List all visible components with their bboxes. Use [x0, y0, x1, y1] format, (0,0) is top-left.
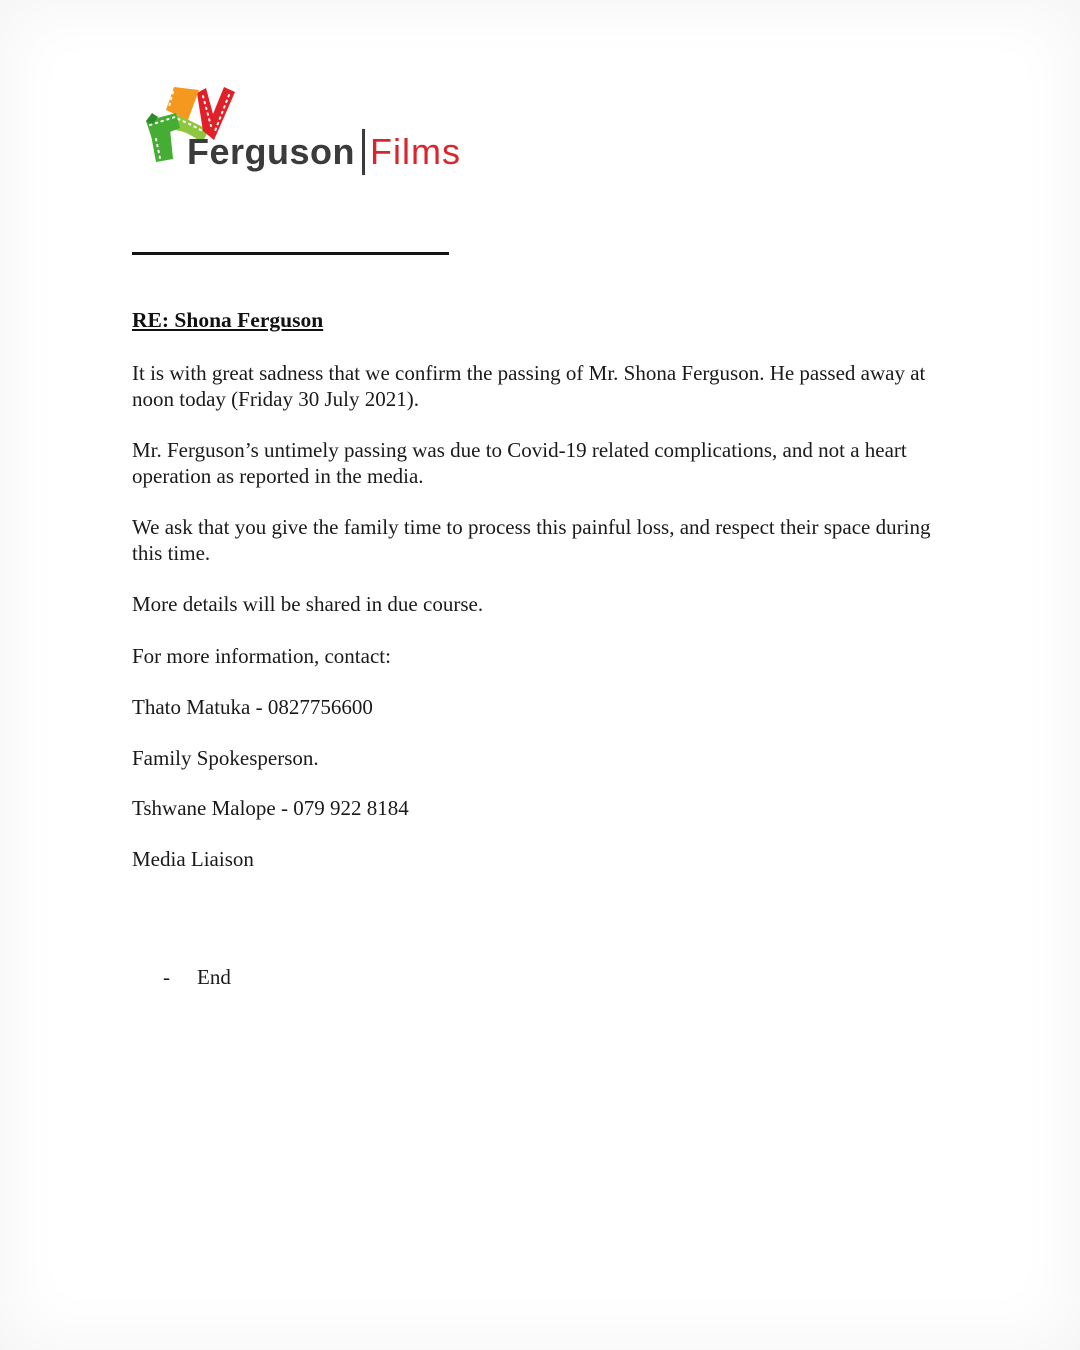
- contact-name-phone: Tshwane Malope - 079 922 8184: [132, 796, 409, 820]
- signature-line: [132, 252, 449, 255]
- paragraph-contact-intro: For more information, contact:: [132, 643, 391, 668]
- logo-brand-text: Ferguson: [187, 131, 356, 172]
- paragraph-cause-of-death: Mr. Ferguson’s untimely passing was due to Covid-19 related complications, and not a heart operation as reported in the media.: [132, 438, 907, 488]
- ferguson-films-wordmark: [187, 129, 461, 175]
- letter-body: [132, 300, 952, 990]
- end-marker-dash: -: [163, 965, 170, 989]
- paragraph-family-request: We ask that you give the family time to process this painful loss, and respect their space during this time.: [132, 515, 931, 565]
- paragraph-more-details: More details will be shared in due course.: [132, 592, 484, 616]
- end-marker: [132, 965, 952, 990]
- contact-role-media-liaison: Media Liaison: [132, 846, 254, 871]
- logo-separator-bar: [362, 129, 365, 175]
- paragraph-passing-announcement: It is with great sadness that we confirm the passing of Mr. Shona Ferguson. He passed away at noon today (Friday 30 July 2021).: [132, 361, 926, 411]
- contact-name-phone: Thato Matuka - 0827756600: [132, 695, 373, 719]
- logo-suffix-text: Films: [370, 131, 461, 172]
- end-marker-label: End: [197, 965, 231, 989]
- subject-heading: RE: Shona Ferguson: [132, 308, 324, 332]
- contact-role-family-spokesperson: Family Spokesperson.: [132, 745, 319, 770]
